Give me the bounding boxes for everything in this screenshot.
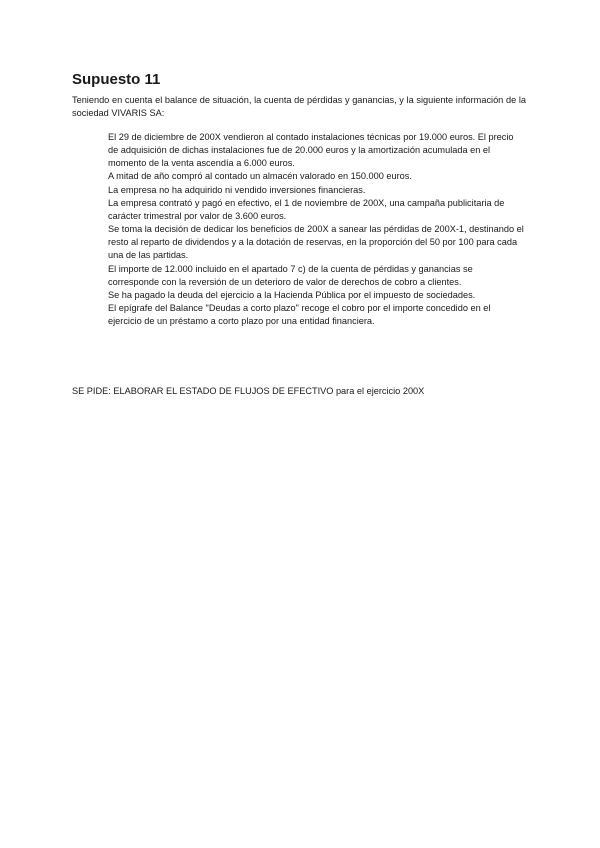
list-item: Se ha pagado la deuda del ejercicio a la Hacienda Pública por el impuesto de sociedades. <box>108 289 476 300</box>
list-item: El importe de 12.000 incluido en el apartado 7 c) de la cuenta de pérdidas y ganancias se corresponde con la reversión de un deterioro de valor de derechos de cobro a clientes. <box>108 263 473 287</box>
facts-list <box>108 131 526 328</box>
task-statement: SE PIDE: ELABORAR EL ESTADO DE FLUJOS DE EFECTIVO para el ejercicio 200X <box>72 386 425 396</box>
list-item: El 29 de diciembre de 200X vendieron al contado instalaciones técnicas por 19.000 euros. El precio de adquisición de dichas instalaciones fue de 20.000 euros y la amortización acumulada en el momento de la venta ascendía a 6.000 euros. <box>108 132 514 169</box>
list-item: La empresa no ha adquirido ni vendido inversiones financieras. <box>108 184 366 195</box>
intro-paragraph: Teniendo en cuenta el balance de situación, la cuenta de pérdidas y ganancias, y la siguiente información de la sociedad VIVARIS SA: <box>72 95 526 119</box>
list-item: A mitad de año compró al contado un almacén valorado en 150.000 euros. <box>108 171 412 182</box>
list-item: La empresa contrató y pagó en efectivo, el 1 de noviembre de 200X, una campaña publicitaria de carácter trimestral por valor de 3.600 euros. <box>108 197 505 221</box>
list-item: Se toma la decisión de dedicar los beneficios de 200X a sanear las pérdidas de 200X-1, destinando el resto al reparto de dividendos y a la dotación de reservas, en la proporción del 50 por 100 para cada una de las partidas. <box>108 224 524 261</box>
list-item: El epígrafe del Balance "Deudas a corto plazo" recoge el cobro por el importe concedido en el ejercicio de un préstamo a corto plazo por una entidad financiera. <box>108 303 491 327</box>
page-title: Supuesto 11 <box>72 71 161 88</box>
